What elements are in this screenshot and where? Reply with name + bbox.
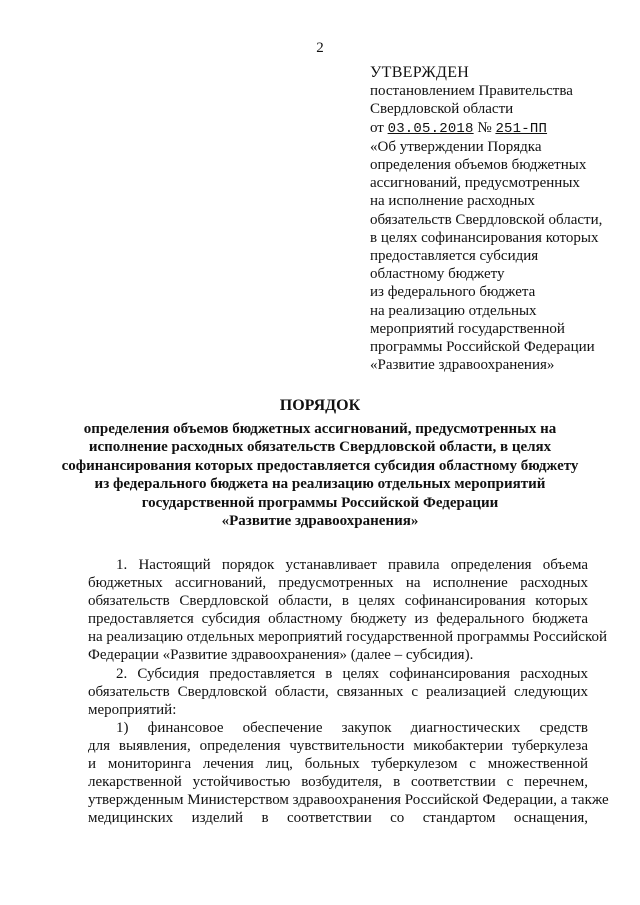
body-text [88,556,609,827]
body-line: для выявления, определения чувствительности микобактерии туберкулеза [88,737,588,754]
resolution-title-line: «Об утверждении Порядка [370,138,542,155]
subtitle-line: из федерального бюджета на реализацию отдельных мероприятий [94,476,546,493]
resolution-title-line: «Развитие здравоохранения» [370,357,555,374]
body-line: мероприятий: [88,701,177,718]
document-title: ПОРЯДОК [279,397,361,414]
resolution-title-line: предоставляется субсидия [370,248,539,265]
subtitle-line: исполнение расходных обязательств Свердловской области, в целях [88,439,552,456]
resolution-title-line: определения объемов бюджетных [370,157,587,174]
resolution-title-line: обязательств Свердловской области, [370,211,603,228]
resolution-title-line: мероприятий государственной [370,320,565,337]
resolution-title-line: ассигнований, предусмотренных [370,175,580,192]
approval-line: Свердловской области [370,101,514,118]
body-line: 1. Настоящий порядок устанавливает правила определения объема [116,557,588,573]
body-line: медицинских изделий в соответствии со стандартом оснащения, [88,810,588,827]
document-subtitle [60,420,580,530]
body-line: Федерации «Развитие здравоохранения» (далее – субсидия). [88,647,474,664]
body-line: бюджетных ассигнований, предусмотренных на исполнение расходных [88,575,588,592]
subtitle-line: софинансирования которых предоставляется субсидия областному бюджету [61,457,579,474]
approval-line: постановлением Правительства [370,83,573,100]
body-line: 2. Субсидия предоставляется в целях софинансирования расходных [116,665,588,682]
resolution-title-line: на реализацию отдельных [370,302,537,319]
approval-number-label: № [477,119,492,136]
body-line: лекарственной устойчивостью возбудителя, в соответствии с перечнем, [88,774,588,791]
subtitle-line: «Развитие здравоохранения» [221,513,419,530]
resolution-title-line: программы Российской Федерации [370,339,595,356]
resolution-title-line: областному бюджету [370,266,505,283]
body-line: и мониторинга лечения лиц, больных туберкулезом с множественной [88,756,588,773]
body-line: предоставляется субсидия областному бюджету из федерального бюджета [88,611,588,628]
approval-date-line [370,119,620,138]
page-number: 2 [316,40,324,56]
subtitle-line: государственной программы Российской Федерации [141,494,499,511]
body-line: обязательств Свердловской области, в целях софинансирования которых [88,593,588,610]
body-line: на реализацию отдельных мероприятий государственной программы Российской [88,629,607,646]
resolution-title-line: в целях софинансирования которых [370,229,599,246]
approval-from-label: от [370,119,384,136]
body-line: утвержденным Министерством здравоохранения Российской Федерации, а также [88,792,609,809]
subtitle-line: определения объемов бюджетных ассигнований, предусмотренных на [83,421,557,437]
approval-stamp: УТВЕРЖДЕН [370,64,470,81]
approval-number: 251-ПП [495,120,548,137]
body-line: обязательств Свердловской области, связанных с реализацией следующих [88,683,588,700]
approval-date: 03.05.2018 [387,120,474,137]
resolution-title-line: из федерального бюджета [370,284,536,301]
approval-block [370,64,620,374]
body-line: 1) финансовое обеспечение закупок диагностических средств [116,719,588,736]
resolution-title-line: на исполнение расходных [370,193,535,210]
